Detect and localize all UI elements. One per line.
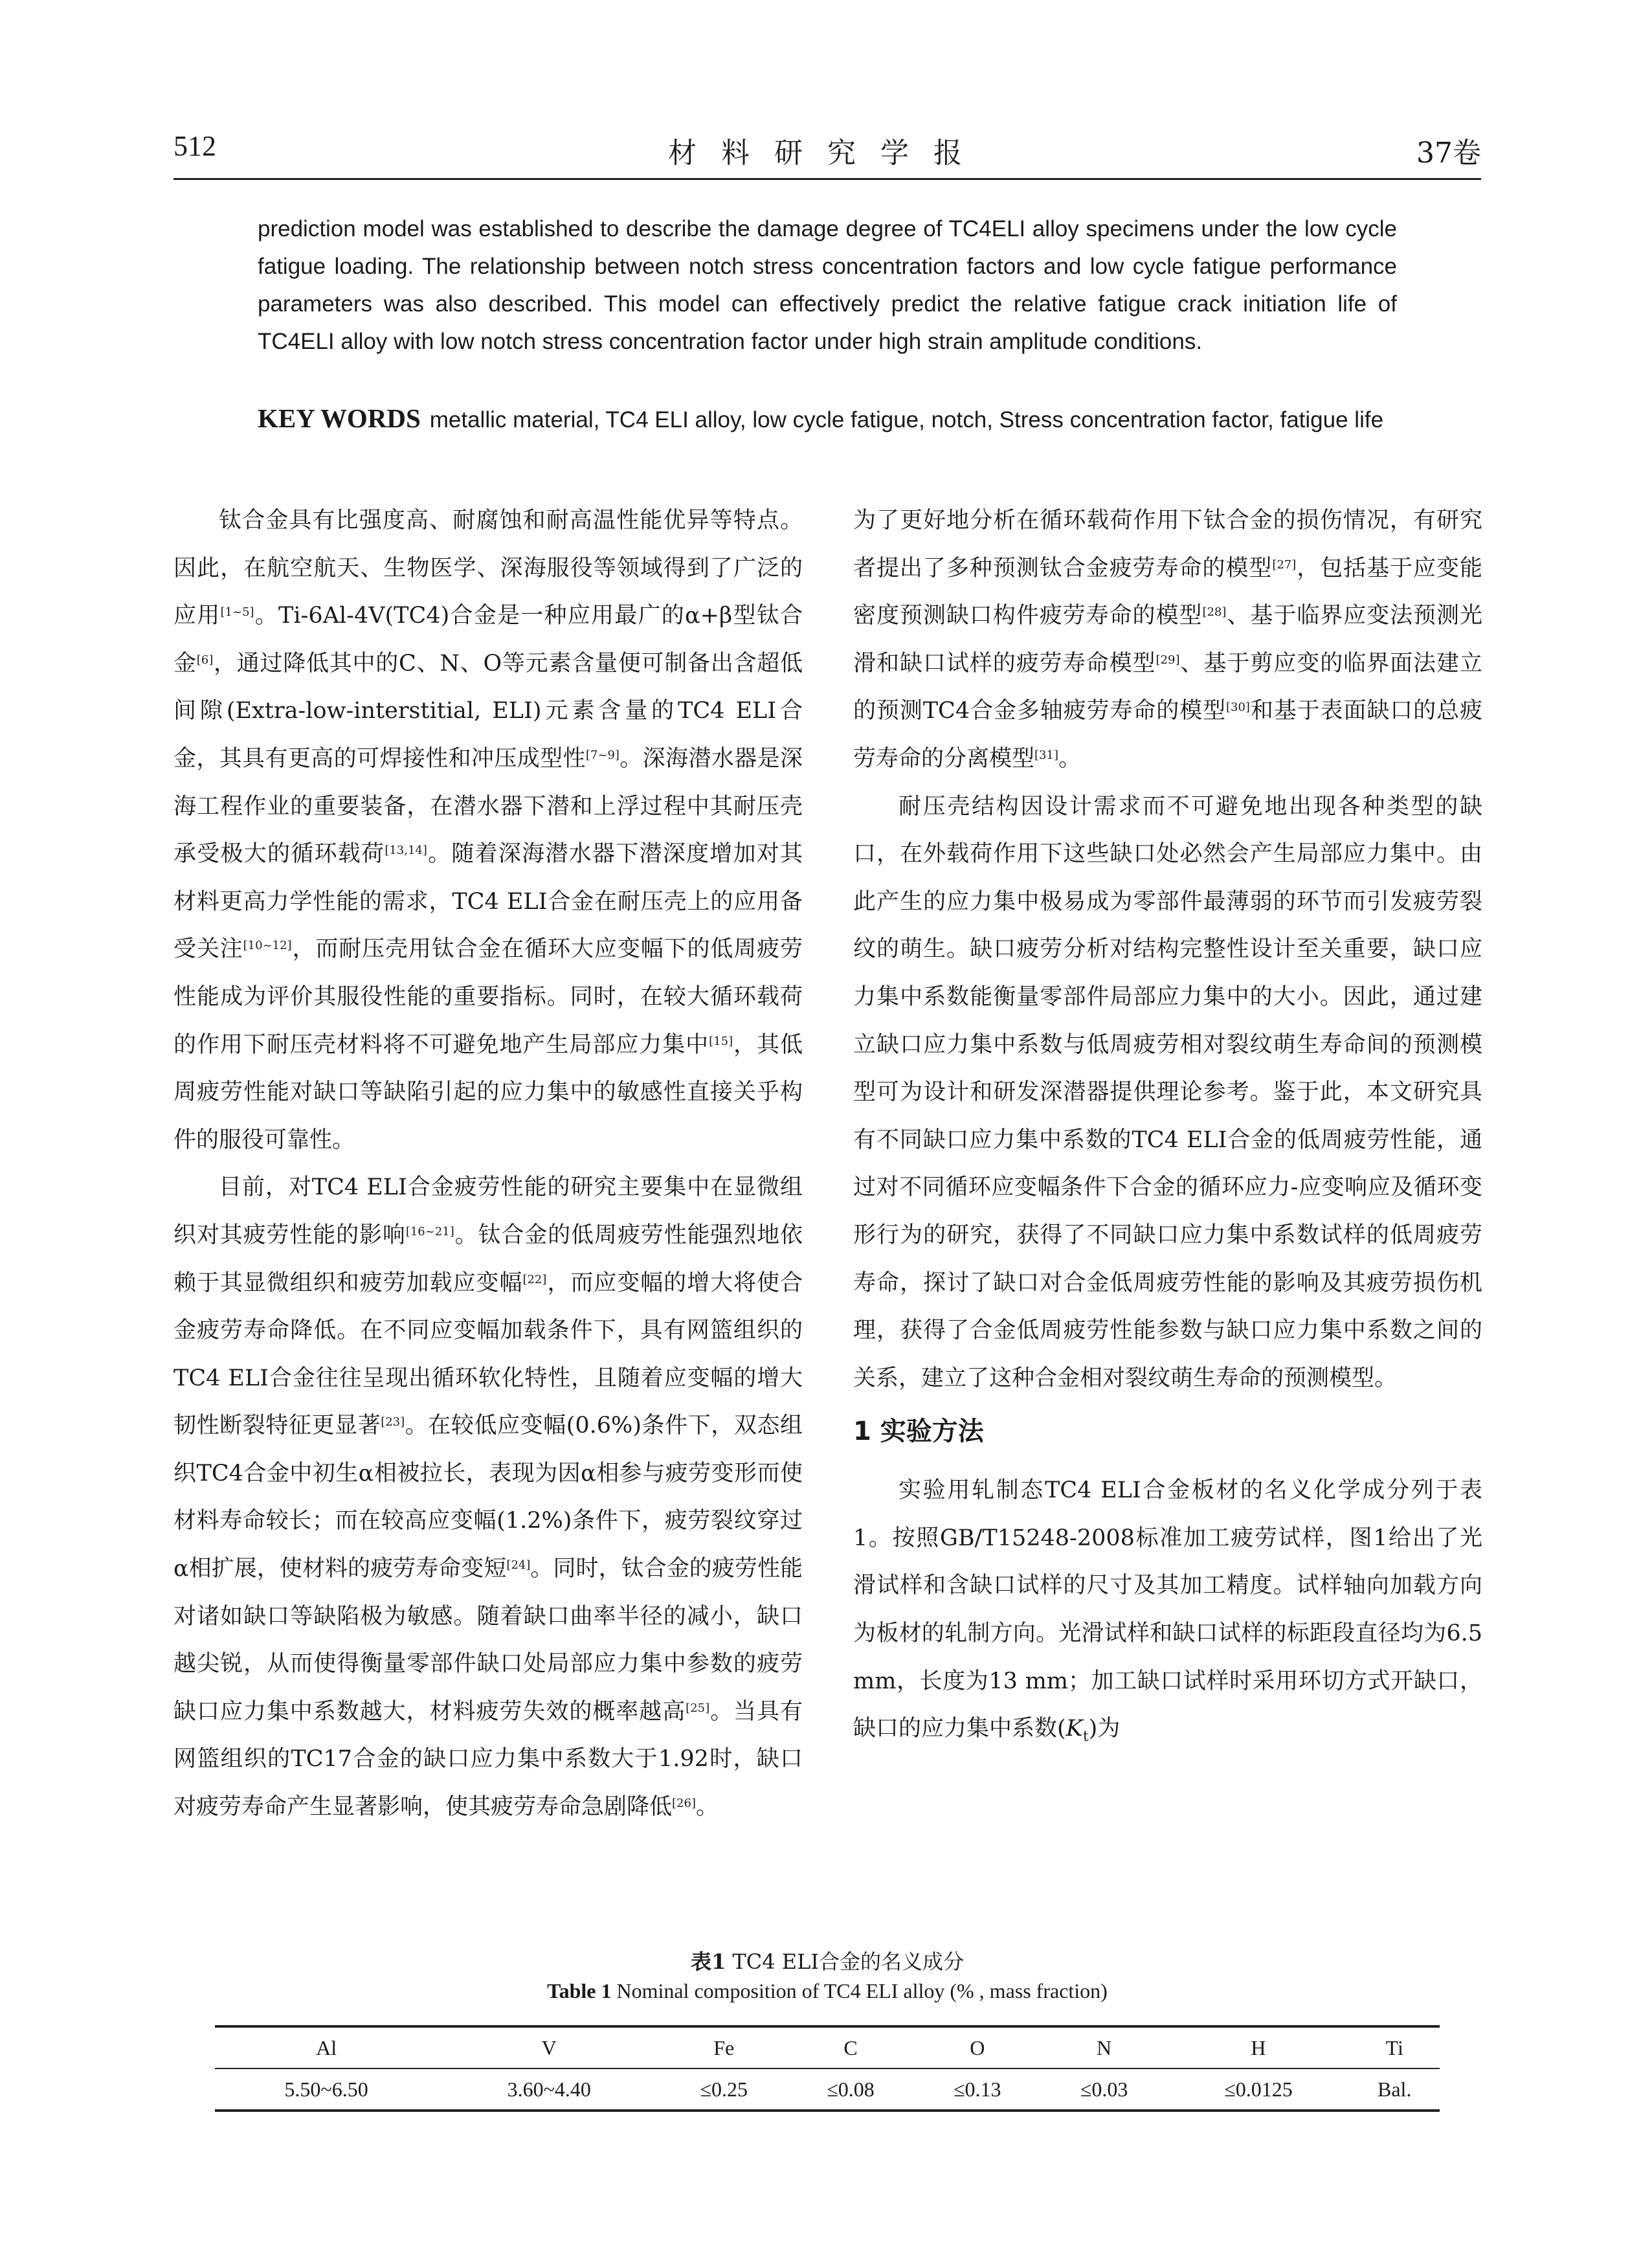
table-cell: ≤0.13: [953, 2077, 1001, 2101]
citation: [28]: [1202, 605, 1227, 620]
composition-table: [215, 2025, 1440, 2112]
citation: [22]: [522, 1272, 547, 1286]
table-cell: Bal.: [1377, 2077, 1412, 2101]
abstract-text: prediction model was established to describe the damage degree of TC4ELI alloy specimens under the low cycle fatigue loading. The relationship between notch stress concentration factors and low cycle fatigue performance parameters was also described. This model can effectively predict the relative fatigue crack initiation life of TC4ELI alloy with low notch stress concentration factor under high strain amplitude conditions.: [258, 216, 1397, 354]
citation: [10~12]: [243, 939, 292, 953]
table-header-cell: Al: [316, 2035, 337, 2059]
citation: [25]: [686, 1701, 710, 1715]
table-header-cell: Fe: [713, 2035, 735, 2059]
paragraph-models: 为了更好地分析在循环载荷作用下钛合金的损伤情况，有研究者提出了多种预测钛合金疲劳寿命的模型[27]，包括基于应变能密度预测缺口构件疲劳寿命的模型[28]、基于临界应变法预测光滑和缺口试样的疲劳寿命模型[29]、基于剪应变的临界面法建立的预测TC4合金多轴疲劳寿命的模型[30]和基于表面缺口的总疲劳寿命的分离模型[31]。: [853, 508, 1482, 772]
table-cell: 3.60~4.40: [507, 2077, 591, 2101]
citation: [1~5]: [220, 605, 254, 620]
citation: [30]: [1225, 700, 1250, 715]
citation: [15]: [709, 1034, 733, 1048]
table-header-cell: C: [843, 2035, 858, 2059]
paragraph-intro-1: 钛合金具有比强度高、耐腐蚀和耐高温性能优异等特点。因此，在航空航天、生物医学、深海服役等领域得到了广泛的应用[1~5]。Ti-6Al-4V(TC4)合金是一种应用最广的α+β型钛合金[6]，通过降低其中的C、N、O等元素含量便可制备出含超低间隙(Extra-low-interstitial, ELI)元素含量的TC4 ELI合金，其具有更高的可焊接性和冲压成型性[7~9]。深海潜水器是深海工程作业的重要装备，在潜水器下潜和上浮过程中其耐压壳承受极大的循环载荷[13,14]。随着深海潜水器下潜深度增加对其材料更高力学性能的需求，TC4 ELI合金在耐压壳上的应用备受关注[10~12]，而耐压壳用钛合金在循环大应变幅下的低周疲劳性能成为评价其服役性能的重要指标。同时，在较大循环载荷的作用下耐压壳材料将不可避免地产生局部应力集中[15]，其低周疲劳性能对缺口等缺陷引起的应力集中的敏感性直接关乎构件的服役可靠性。: [173, 508, 803, 1153]
section-title: 1 实验方法: [853, 1417, 984, 1447]
table-header-cell: Ti: [1385, 2035, 1403, 2059]
citation: [23]: [381, 1415, 405, 1429]
keywords-list: metallic material, TC4 ELI alloy, low cycle fatigue, notch, Stress concentration factor, fatigue life: [429, 407, 1384, 432]
table-cell: ≤0.08: [827, 2077, 875, 2101]
table-cell: 5.50~6.50: [284, 2077, 368, 2101]
table-cell: ≤0.03: [1080, 2077, 1128, 2101]
table-caption-en: Table 1 Nominal composition of TC4 ELI alloy (% , mass fraction): [547, 1979, 1108, 2002]
table-row: [215, 2068, 1440, 2111]
running-header: [173, 129, 1481, 175]
citation: [6]: [196, 653, 214, 667]
table-cell: ≤0.0125: [1224, 2077, 1293, 2101]
journal-title: 材料研究学报: [668, 137, 987, 170]
page-number: 512: [173, 130, 216, 162]
citation: [26]: [672, 1797, 696, 1811]
table-caption-cn: 表1 TC4 ELI合金的名义成分: [690, 1949, 965, 1974]
table-header-cell: N: [1096, 2035, 1112, 2059]
paragraph-methods: 实验用轧制态TC4 ELI合金板材的名义化学成分列于表1。按照GB/T15248-2008标准加工疲劳试样，图1给出了光滑试样和含缺口试样的尺寸及其加工精度。试样轴向加载方向为板材的轧制方向。光滑试样和缺口试样的标距段直径均为6.5 mm，长度为13 mm；加工缺口试样时采用环切方式开缺口，缺口的应力集中系数$(K_t)$为: [853, 1477, 1482, 1745]
table-cell: ≤0.25: [700, 2077, 748, 2101]
table-header-cell: O: [970, 2035, 985, 2059]
citation: [13,14]: [385, 844, 427, 858]
header-rule: [173, 178, 1481, 180]
table-header-row: [215, 2026, 1440, 2068]
keywords: [258, 403, 1397, 436]
table-header-cell: H: [1251, 2035, 1266, 2059]
right-column: [853, 497, 1482, 1761]
table-header-cell: V: [541, 2035, 557, 2059]
keywords-label: KEY WORDS: [258, 403, 421, 433]
paragraph-intro-2: 目前，对TC4 ELI合金疲劳性能的研究主要集中在显微组织对其疲劳性能的影响[16~21]。钛合金的低周疲劳性能强烈地依赖于其显微组织和疲劳加载应变幅[22]，而应变幅的增大将使合金疲劳寿命降低。在不同应变幅加载条件下，具有网篮组织的TC4 ELI合金往往呈现出循环软化特性，且随着应变幅的增大韧性断裂特征更显著[23]。在较低应变幅(0.6%)条件下，双态组织TC4合金中初生α相被拉长，表现为因α相参与疲劳变形而使材料寿命较长；而在较高应变幅(1.2%)条件下，疲劳裂纹穿过α相扩展，使材料的疲劳寿命变短[24]。同时，钛合金的疲劳性能对诸如缺口等缺陷极为敏感。随着缺口曲率半径的减小，缺口越尖锐，从而使得衡量零部件缺口处局部应力集中参数的疲劳缺口应力集中系数越大，材料疲劳失效的概率越高[25]。当具有网篮组织的TC17合金的缺口应力集中系数大于1.92时，缺口对疲劳寿命产生显著影响，使其疲劳寿命急剧降低[26]。: [173, 1174, 803, 1821]
citation: [27]: [1272, 557, 1297, 572]
citation: [16~21]: [405, 1224, 454, 1238]
citation: [7~9]: [585, 748, 620, 762]
left-column: [173, 497, 803, 1832]
volume-label: 37卷: [1416, 137, 1481, 170]
citation: [29]: [1155, 653, 1180, 667]
paragraph-motivation: 耐压壳结构因设计需求而不可避免地出现各种类型的缺口，在外载荷作用下这些缺口处必然会产生局部应力集中。由此产生的应力集中极易成为零部件最薄弱的环节而引发疲劳裂纹的萌生。缺口疲劳分析对结构完整性设计至关重要，缺口应力集中系数能衡量零部件局部应力集中的大小。因此，通过建立缺口应力集中系数与低周疲劳相对裂纹萌生寿命间的预测模型可为设计和研发深潜器提供理论参考。鉴于此，本文研究具有不同缺口应力集中系数的TC4 ELI合金的低周疲劳性能，通过对不同循环应变幅条件下合金的循环应力-应变响应及循环变形行为的研究，获得了不同缺口应力集中系数试样的低周疲劳寿命，探讨了缺口对合金低周疲劳性能的影响及其疲劳损伤机理，获得了合金低周疲劳性能参数与缺口应力集中系数之间的关系，建立了这种合金相对裂纹萌生寿命的预测模型。: [853, 793, 1482, 1391]
citation: [31]: [1034, 748, 1058, 762]
citation: [24]: [506, 1558, 531, 1573]
